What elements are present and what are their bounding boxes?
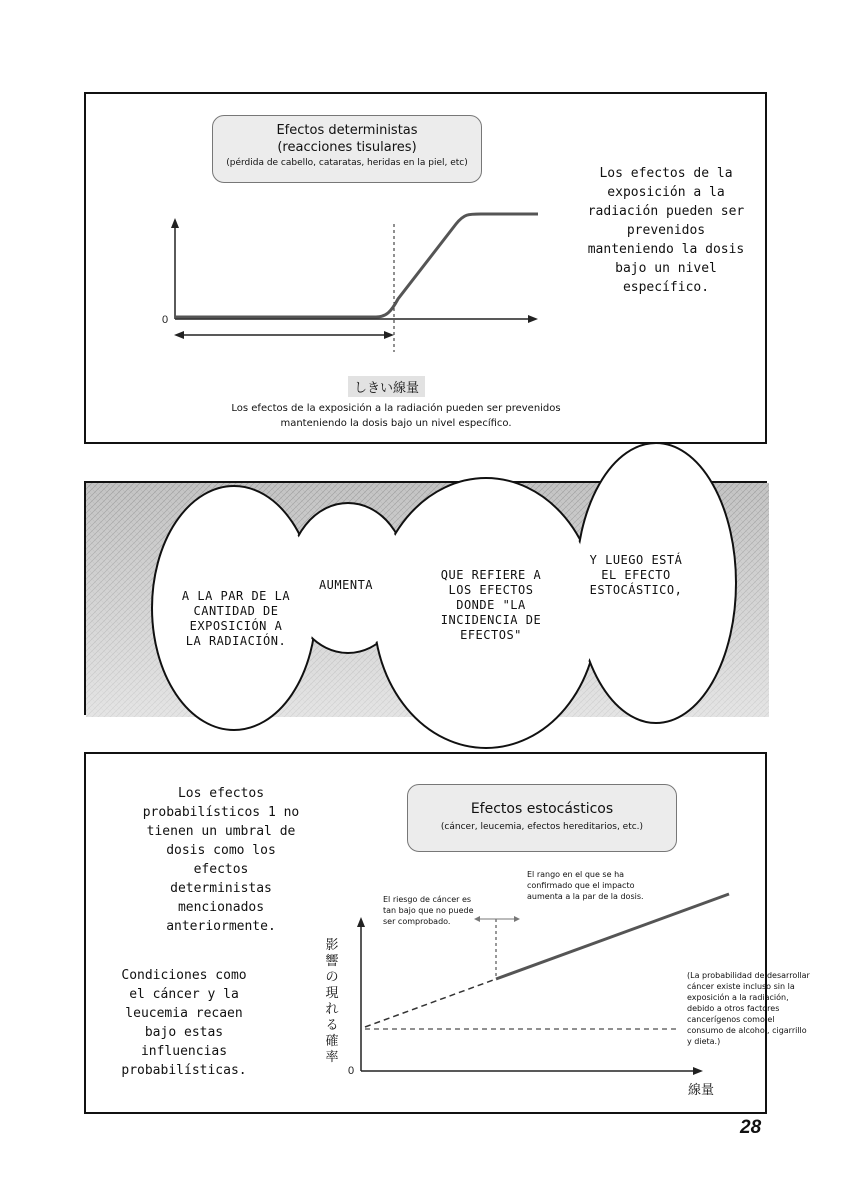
x-axis-arrow bbox=[693, 1067, 703, 1075]
deterministic-side-text: Los efectos de la exposición a la radiación pueden ser prevenidos manteniendo la dosis bajo un nivel específico. bbox=[587, 166, 745, 295]
y-axis-label: 影響の現れる確率 bbox=[325, 938, 339, 1065]
stochastic-title: Efectos estocásticos bbox=[470, 801, 614, 817]
bubble-text-4: Y LUEGO ESTÁ EL EFECTO ESTOCÁSTICO, bbox=[589, 553, 683, 597]
dose-response-curve bbox=[175, 214, 538, 317]
zero-label: 0 bbox=[162, 314, 169, 326]
deterministic-subtitle: (pérdida de cabello, cataratas, heridas en la piel, etc) bbox=[226, 158, 468, 168]
note-baseline: (La probabilidad de desarrollar cáncer existe incluso sin la exposición a la radiación, debido a otros factores cancerígenos como el consumo de alcohol, cigarrillo y dieta.) bbox=[687, 971, 810, 1046]
note-low-risk: El riesgo de cáncer es tan bajo que no puede ser comprobado. bbox=[383, 895, 474, 926]
panel-stochastic-effects bbox=[84, 752, 810, 1114]
stochastic-subtitle: (cáncer, leucemia, efectos hereditarios, etc.) bbox=[440, 822, 644, 832]
bubble-text-1: A LA PAR DE LA CANTIDAD DE EXPOSICIÓN A LA RADIACIÓN. bbox=[181, 589, 291, 648]
zero-label: 0 bbox=[348, 1065, 355, 1077]
stochastic-line-diagram bbox=[86, 754, 769, 1116]
stochastic-left-text-2: Condiciones como el cáncer y la leucemia recaen bajo estas influencias probabilísticas. bbox=[121, 968, 247, 1078]
deterministic-caption: Los efectos de la exposición a la radiación pueden ser prevenidos manteniendo la dosis bajo un nivel específico. bbox=[231, 403, 561, 429]
bubble-text-2: AUMENTA bbox=[318, 578, 374, 592]
panel-speech-bubbles bbox=[84, 481, 767, 715]
bubble-text-3: QUE REFIERE A LOS EFECTOS DONDE "LA INCIDENCIA DE EFECTOS" bbox=[440, 568, 542, 642]
x-axis-label: 線量 bbox=[688, 1083, 715, 1098]
confirmed-range-line bbox=[496, 894, 729, 979]
low-dose-dashed-line bbox=[365, 979, 496, 1027]
y-axis-arrow bbox=[171, 218, 179, 228]
page-number: 28 bbox=[740, 1117, 762, 1138]
panel-deterministic-effects bbox=[84, 92, 767, 444]
deterministic-title-line1: Efectos deterministas bbox=[276, 123, 418, 138]
deterministic-title-line2: (reacciones tisulares) bbox=[277, 140, 417, 155]
threshold-label: しきい線量 bbox=[348, 376, 425, 397]
stochastic-left-text-1: Los efectos probabilísticos 1 no tienen un umbral de dosis como los efectos deterministas mencionados anteriormente. bbox=[142, 786, 300, 934]
note-range: El rango en el que se ha confirmado que el impacto aumenta a la par de la dosis. bbox=[527, 870, 644, 901]
y-axis-arrow bbox=[357, 917, 365, 927]
x-axis-arrow bbox=[528, 315, 538, 323]
